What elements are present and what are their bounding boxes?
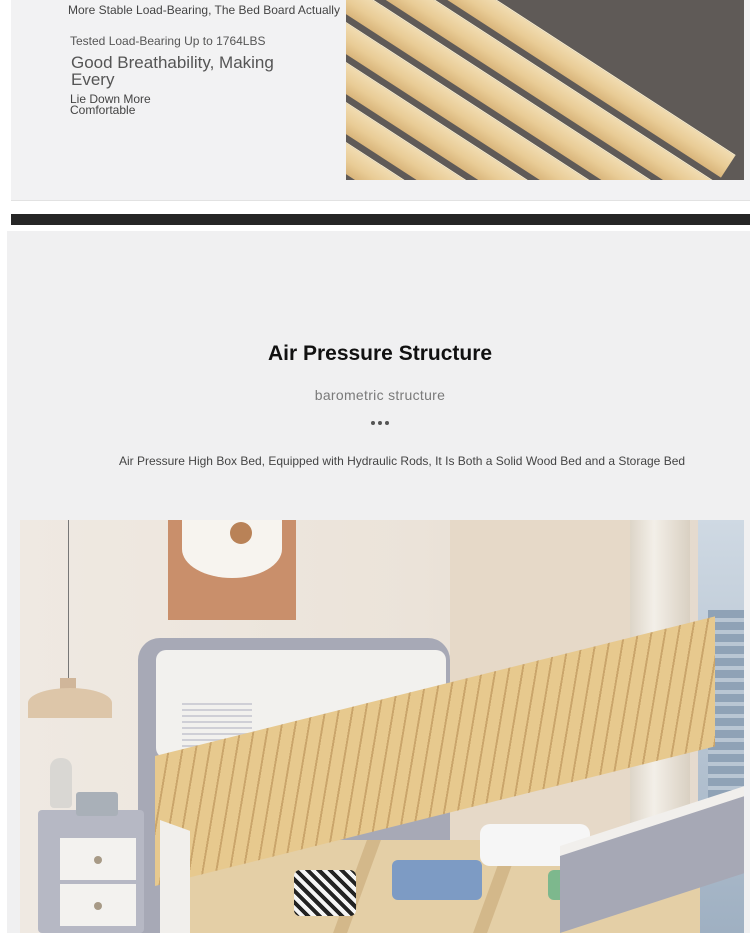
breathability-headline: Good Breathability, Making Every [71,53,274,89]
ellipsis-dots-icon [371,421,389,425]
load-test-text: Tested Load-Bearing Up to 1764LBS [70,34,266,48]
section-subtitle: barometric structure [314,387,446,403]
slats-feature-panel [11,0,750,201]
load-bearing-text: More Stable Load-Bearing, The Bed Board Actually [68,3,340,17]
wooden-slats-image [346,0,744,180]
section-title: Air Pressure Structure [267,342,493,365]
section-description: Air Pressure High Box Bed, Equipped with Hydraulic Rods, It Is Both a Solid Wood Bed and a Storage Bed [118,454,686,468]
storage-bed-photo [20,520,744,933]
comfort-subline: Lie Down More Comfortable [70,92,151,117]
section-divider [11,214,750,225]
